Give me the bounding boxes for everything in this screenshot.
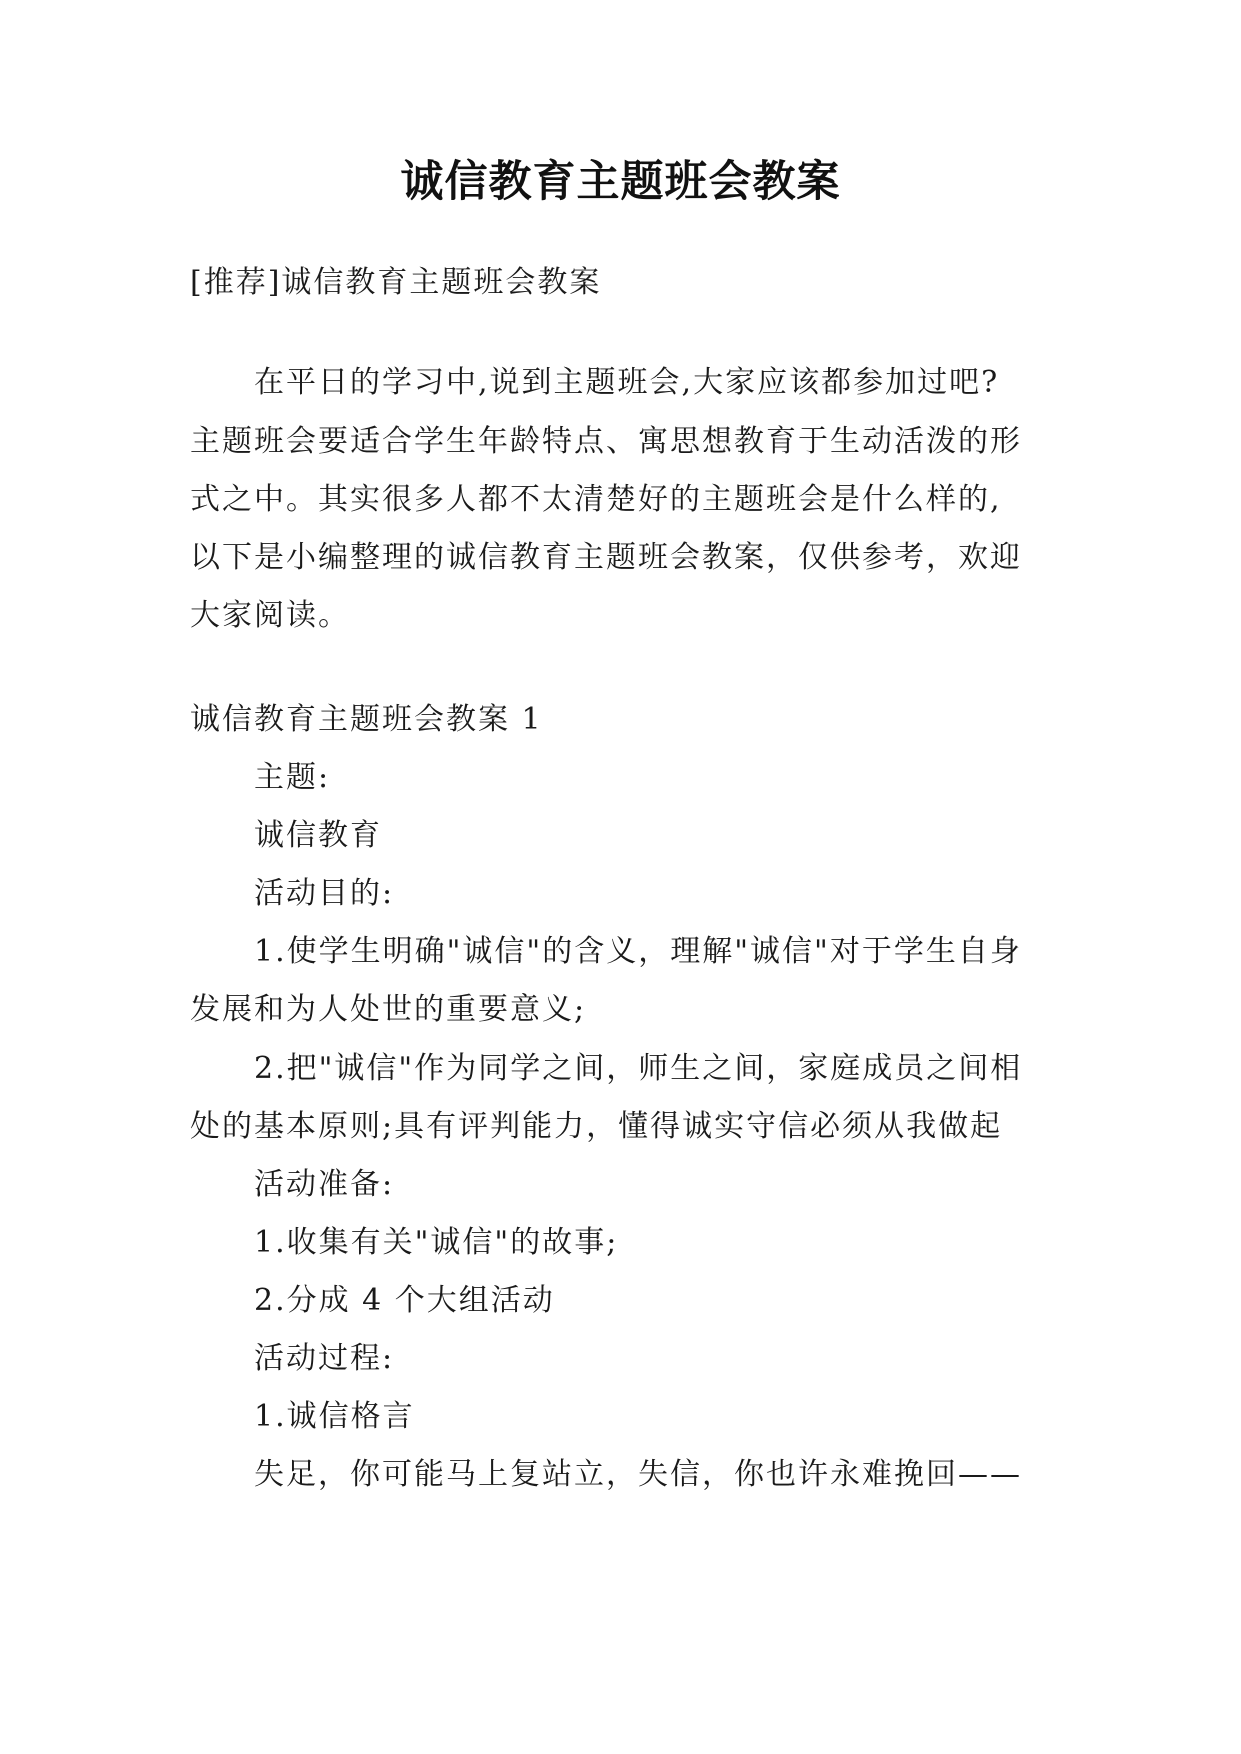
intro-line-1: 在平日的学习中,说到主题班会,大家应该都参加过吧?: [254, 365, 1000, 400]
process-item-1: 1.诚信格言: [254, 1399, 415, 1434]
intro-line-4: 以下是小编整理的诚信教育主题班会教案，仅供参考，欢迎: [190, 540, 1022, 575]
process-label: 活动过程:: [254, 1341, 395, 1376]
intro-line-3: 式之中。其实很多人都不太清楚好的主题班会是什么样的,: [190, 482, 1002, 517]
recommend-heading: [推荐]诚信教育主题班会教案: [190, 265, 602, 300]
motto-line: 失足，你可能马上复站立，失信，你也许永难挽回——: [254, 1457, 1022, 1492]
goal-item-2-line-2: 处的基本原则;具有评判能力，懂得诚实守信必须从我做起: [190, 1109, 1003, 1144]
intro-line-2: 主题班会要适合学生年龄特点、寓思想教育于生动活泼的形: [190, 424, 1022, 459]
goal-label: 活动目的:: [254, 876, 395, 911]
document-title: 诚信教育主题班会教案: [400, 157, 841, 207]
intro-line-5: 大家阅读。: [190, 598, 350, 633]
prep-item-1: 1.收集有关"诚信"的故事;: [254, 1225, 619, 1260]
goal-item-1-line-1: 1.使学生明确"诚信"的含义，理解"诚信"对于学生自身: [254, 934, 1022, 969]
goal-item-1-line-2: 发展和为人处世的重要意义;: [190, 992, 587, 1027]
theme-label: 主题:: [254, 760, 331, 795]
goal-item-2-line-1: 2.把"诚信"作为同学之间，师生之间，家庭成员之间相: [254, 1051, 1023, 1086]
theme-value: 诚信教育: [254, 818, 382, 853]
prep-item-2: 2.分成 4 个大组活动: [254, 1283, 555, 1318]
prep-label: 活动准备:: [254, 1167, 395, 1202]
section-heading: 诚信教育主题班会教案 1: [190, 702, 543, 737]
